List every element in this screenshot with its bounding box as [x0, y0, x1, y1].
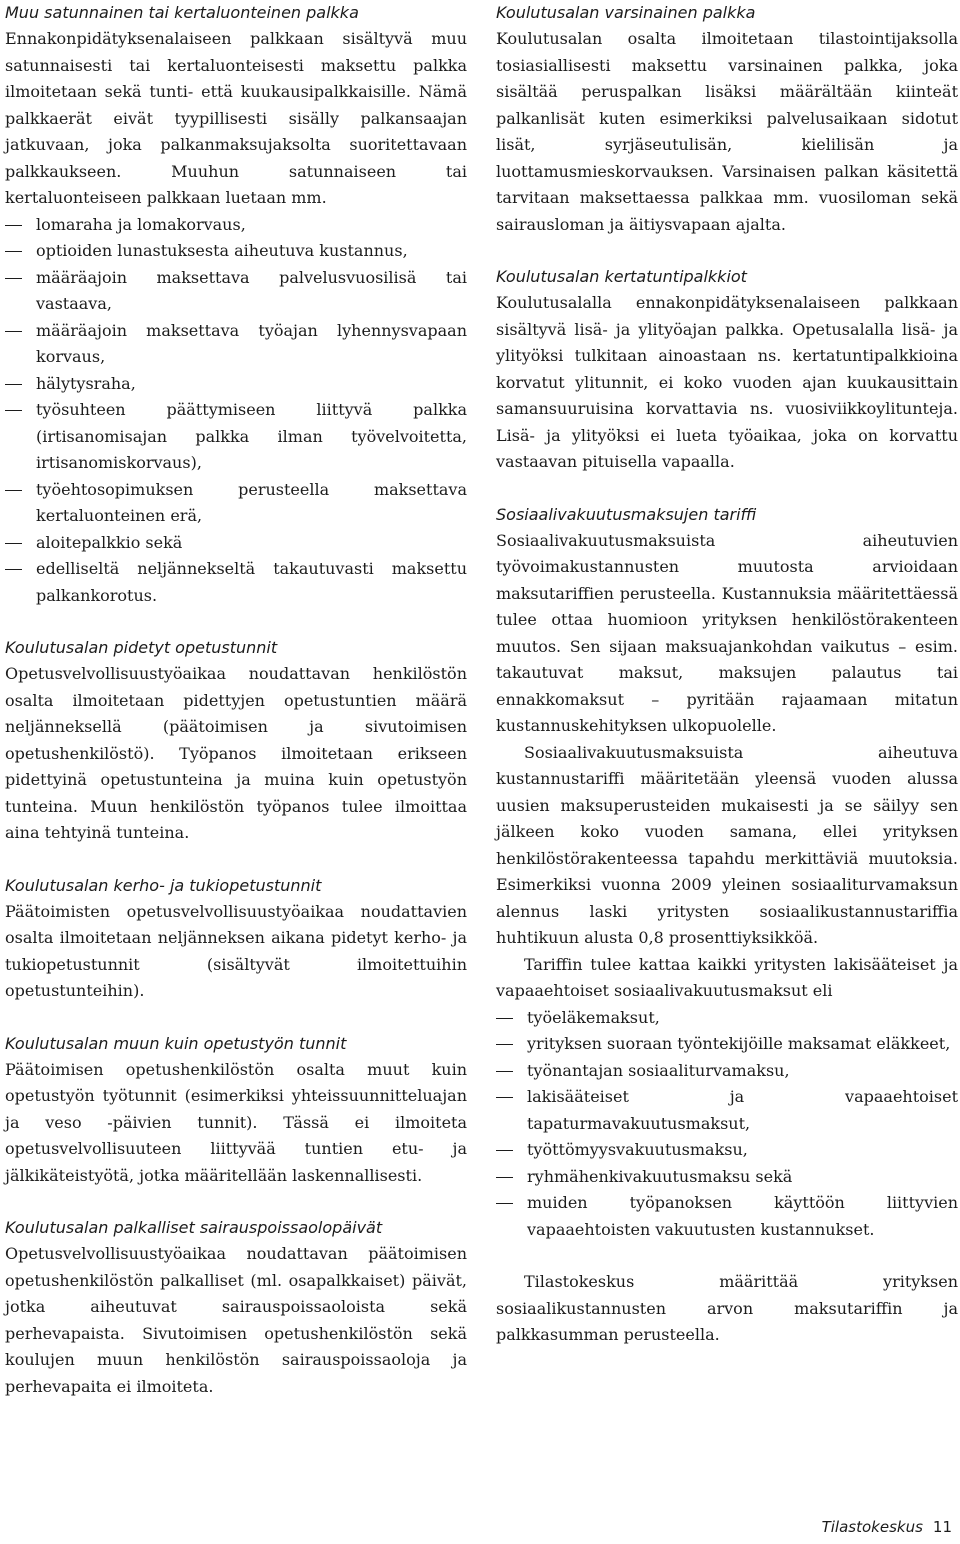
paragraph: Ennakonpidätyksenalaiseen palkkaan sisältyvä muu satunnaisesti tai kertaluonteisesti maksettu palkka ilmoitetaan sekä tunti- että kuukausipalkkaisille. Nämä palkkaerät eivät tyypillisesti sisälly palkansaajan jatkuvaan, joka palkanmaksujaksolta suoritettavaan palkkaukseen. Muuhun satunnaiseen tai kertaluonteiseen palkkaan luetaan mm. [5, 29, 467, 207]
paragraph: Tariffin tulee kattaa kaikki yritysten lakisääteiset ja vapaaehtoiset sosiaalivakuutusmaksut eli [496, 954, 958, 1000]
left-column [5, 0, 467, 1400]
section-satunnainen-palkka [5, 0, 467, 609]
section-sairauspoissaolopaivat [5, 1215, 467, 1400]
section-kertatuntipalkkiot [496, 264, 958, 476]
bullet-list [5, 212, 467, 610]
paragraph: Päätoimisten opetusvelvollisuustyöaikaa noudattavien osalta ilmoitetaan neljänneksen aikana pidetyt kerho- ja tukiopetustunnit (sisältyvät ilmoitettuihin opetustunteihin). [5, 901, 467, 1000]
page-number: 11 [932, 1518, 952, 1536]
paragraph: Sosiaalivakuutusmaksuista aiheutuva kustannustariffi määritetään yleensä vuoden alussa uusien maksuperusteiden mukaisesti ja se säilyy sen jälkeen koko vuoden samana, ellei yrityksen henkilöstörakenteessa tapahdu merkittäviä muutoksia. Esimerkiksi vuonna 2009 yleinen sosiaaliturvamaksun alennus laski yritysten sosiaalikustannustariffia huhtikuun alusta 0,8 prosenttiyksikköä. [496, 742, 958, 947]
section-heading: Koulutusalan varsinainen palkka [496, 3, 756, 22]
section-heading: Koulutusalan kerho- ja tukiopetustunnit [5, 875, 322, 895]
section-heading: Koulutusalan palkalliset sairauspoissaolopäivät [5, 1218, 383, 1237]
list-item: määräajoin maksettava palvelusvuosilisä tai vastaava, [5, 265, 467, 318]
paragraph: Sosiaalivakuutusmaksuista aiheutuvien työvoimakustannusten muutosta arvioidaan maksutariffien perusteella. Kustannuksia määritettäessä tulee ottaa huomioon yrityksen henkilöstörakenteen muutos. Sen sijaan maksuajankohdan vaikutus – esim. takautuvat maksut, maksujen palautus tai ennakkomaksut – pyritään rajaamaan mitatun kustannuskehityksen ulkopuolelle. [496, 530, 958, 735]
section-sosiaalivakuutusmaksujen-tariffi [496, 502, 958, 1349]
paragraph: Koulutusalalla ennakonpidätyksenalaiseen palkkaan sisältyvä lisä- ja ylityöajan palkka. Opetusalalla lisä- ja ylityöksi tulkitaan ainoastaan ns. kertatuntipalkkioina korvatut ylitunnit, ei koko vuoden ajan kuukausittain samansuuruisina korvattavia ns. vuosiviikkoylitunteja. Lisä- ja ylityöksi ei lueta työaikaa, joka on korvattu vastaavan pituisella vapaalla. [496, 293, 958, 471]
list-item: määräajoin maksettava työajan lyhennysvapaan korvaus, [5, 318, 467, 371]
section-kerho-tukiopetustunnit [5, 873, 467, 1005]
list-item: aloitepalkkio sekä [5, 530, 467, 557]
section-heading: Koulutusalan muun kuin opetustyön tunnit [5, 1033, 347, 1053]
list-item: työnantajan sosiaaliturvamaksu, [496, 1058, 958, 1085]
section-heading: Koulutusalan kertatuntipalkkiot [496, 267, 747, 286]
section-pidetyt-opetustunnit [5, 635, 467, 847]
section-heading: Sosiaalivakuutusmaksujen tariffi [496, 504, 757, 524]
section-heading: Muu satunnainen tai kertaluonteinen palkka [5, 3, 359, 22]
list-item: edelliseltä neljännekseltä takautuvasti maksettu palkankorotus. [5, 556, 467, 609]
bullet-list [496, 1005, 958, 1244]
list-item: optioiden lunastuksesta aiheutuva kustannus, [5, 238, 467, 265]
publisher-name: Tilastokeskus [821, 1518, 923, 1536]
list-item: työttömyysvakuutusmaksu, [496, 1137, 958, 1164]
paragraph: Päätoimisen opetushenkilöstön osalta muut kuin opetustyön työtunnit (esimerkiksi yhteissuunnitteluajan ja veso -päivien tunnit). Tässä ei ilmoiteta opetusvelvollisuuteen liittyvää tuntien etu- ja jälkikäteistyötä, jotka määritellään laskennallisesti. [5, 1059, 467, 1185]
paragraph: Opetusvelvollisuustyöaikaa noudattavan päätoimisen opetushenkilöstön palkalliset (ml. osapalkkaiset) päivät, jotka aiheutuvat sairauspoissaoloista sekä perhevapaista. Sivutoimisen opetushenkilöstön sekä koulujen muun henkilöstön sairauspoissaoloja ja perhevapaita ei ilmoiteta. [5, 1244, 467, 1396]
section-varsinainen-palkka [496, 0, 958, 238]
list-item: työsuhteen päättymiseen liittyvä palkka (irtisanomisajan palkka ilman työvelvoitetta, irtisanomiskorvaus), [5, 397, 467, 477]
paragraph: Opetusvelvollisuustyöaikaa noudattavan henkilöstön osalta ilmoitetaan pidettyjen opetustuntien määrä neljänneksellä (päätoimisen ja sivutoimisen opetushenkilöstö). Työpanos ilmoitetaan erikseen pidettyinä opetustunteina ja muina kuin opetustyön tunteina. Muun henkilöstön työpanos tulee ilmoittaa aina tehtyinä tunteina. [5, 664, 467, 842]
list-item: työehtosopimuksen perusteella maksettava kertaluonteinen erä, [5, 477, 467, 530]
right-column [496, 0, 958, 1349]
paragraph: Koulutusalan osalta ilmoitetaan tilastointijaksolla tosiasiallisesti maksettu varsinainen palkka, joka sisältää peruspalkan lisäksi määrältään kiinteät palkanlisät kuten esimerkiksi palvelusaikaan sidotut lisät, syrjäseutulisän, kielilisän ja luottamusmieskorvauksen. Varsinaisen palkan käsitettä tarvitaan maksettaessa palkkaa mm. vuosiloman sekä sairausloman ja äitiysvapaan ajalta. [496, 29, 958, 234]
list-item: työeläkemaksut, [496, 1005, 958, 1032]
list-item: ryhmähenkivakuutusmaksu sekä [496, 1164, 958, 1191]
section-muun-kuin-opetustyon-tunnit [5, 1031, 467, 1190]
paragraph: Tilastokeskus määrittää yrityksen sosiaalikustannusten arvon maksutariffin ja palkkasumman perusteella. [496, 1272, 958, 1344]
list-item: lakisääteiset ja vapaaehtoiset tapaturmavakuutusmaksut, [496, 1084, 958, 1137]
page-footer [822, 1518, 952, 1536]
list-item: lomaraha ja lomakorvaus, [5, 212, 467, 239]
list-item: yrityksen suoraan työntekijöille maksamat eläkkeet, [496, 1031, 958, 1058]
list-item: muiden työpanoksen käyttöön liittyvien vapaaehtoisten vakuutusten kustannukset. [496, 1190, 958, 1243]
list-item: hälytysraha, [5, 371, 467, 398]
section-heading: Koulutusalan pidetyt opetustunnit [5, 638, 278, 657]
